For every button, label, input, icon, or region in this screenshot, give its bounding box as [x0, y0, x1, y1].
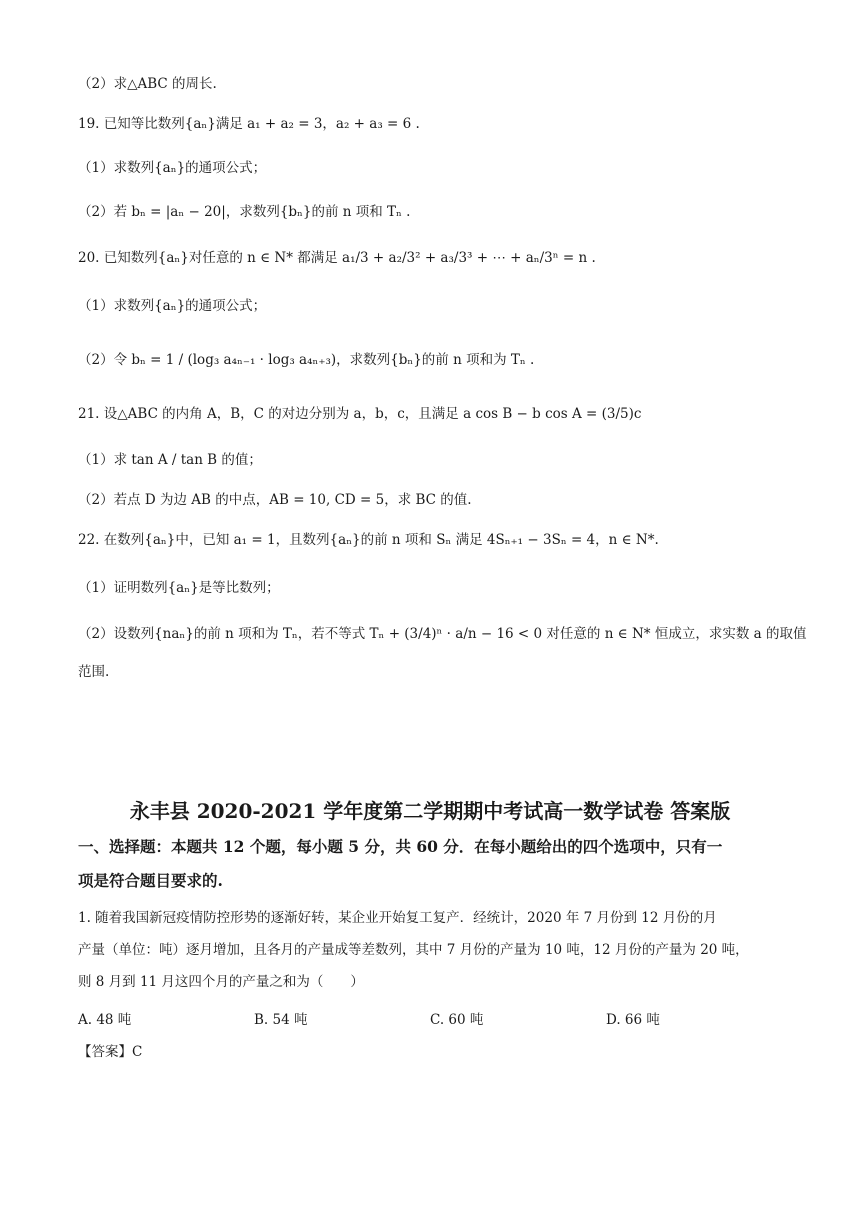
section-heading-line-2: 项是符合题目要求的.	[78, 871, 223, 890]
question-21-part-2: （2）若点 D 为边 AB 的中点，AB = 10, CD = 5，求 BC 的值.	[78, 492, 472, 508]
question-22-part-1: （1）证明数列{aₙ}是等比数列；	[78, 580, 280, 596]
option-d: D. 66 吨	[606, 1012, 660, 1028]
answer-sheet-title: 永丰县 2020-2021 学年度第二学期期中考试高一数学试卷 答案版	[129, 799, 731, 823]
question-1-answer: 【答案】C	[78, 1044, 143, 1060]
question-20-stem: 20. 已知数列{aₙ}对任意的 n ∈ N* 都满足 a₁/3 + a₂/3² + a₃/3³ + ⋯ + aₙ/3ⁿ = n .	[78, 250, 596, 266]
option-a: A. 48 吨	[78, 1012, 132, 1028]
section-heading-line-1: 一、选择题：本题共 12 个题，每小题 5 分，共 60 分．在每小题给出的四个选项中，只有一	[78, 837, 723, 856]
question-21-part-1: （1）求 tan A / tan B 的值；	[78, 452, 262, 468]
question-1-line-3: 则 8 月到 11 月这四个月的产量之和为（ ）	[78, 974, 364, 990]
question-19-part-2: （2）若 bₙ = |aₙ − 20|，求数列{bₙ}的前 n 项和 Tₙ .	[78, 204, 411, 220]
option-b: B. 54 吨	[254, 1012, 308, 1028]
question-1-options	[78, 1008, 778, 1028]
question-19-part-1: （1）求数列{aₙ}的通项公式；	[78, 160, 267, 176]
question-22-part-2-continued: 范围.	[78, 664, 110, 680]
question-18-part-2: （2）求△ABC 的周长.	[78, 76, 217, 92]
option-c: C. 60 吨	[430, 1012, 484, 1028]
question-22-part-2: （2）设数列{naₙ}的前 n 项和为 Tₙ，若不等式 Tₙ + (3/4)ⁿ · a/n − 16 < 0 对任意的 n ∈ N* 恒成立，求实数 a 的取值	[78, 626, 807, 642]
question-1-line-2: 产量（单位：吨）逐月增加，且各月的产量成等差数列，其中 7 月份的产量为 10 吨，12 月份的产量为 20 吨，	[78, 942, 749, 958]
question-1-line-1: 1. 随着我国新冠疫情防控形势的逐渐好转，某企业开始复工复产．经统计，2020 年 7 月份到 12 月份的月	[78, 910, 717, 926]
question-22-stem: 22. 在数列{aₙ}中，已知 a₁ = 1，且数列{aₙ}的前 n 项和 Sₙ 满足 4Sₙ₊₁ − 3Sₙ = 4，n ∈ N*.	[78, 532, 659, 548]
question-19-stem: 19. 已知等比数列{aₙ}满足 a₁ + a₂ = 3，a₂ + a₃ = 6 .	[78, 116, 420, 132]
question-20-part-2: （2）令 bₙ = 1 / (log₃ a₄ₙ₋₁ · log₃ a₄ₙ₊₃)，求数列{bₙ}的前 n 项和为 Tₙ .	[78, 352, 535, 368]
question-21-stem: 21. 设△ABC 的内角 A，B，C 的对边分别为 a，b，c，且满足 a cos B − b cos A = (3/5)c	[78, 406, 642, 422]
question-20-part-1: （1）求数列{aₙ}的通项公式；	[78, 298, 267, 314]
